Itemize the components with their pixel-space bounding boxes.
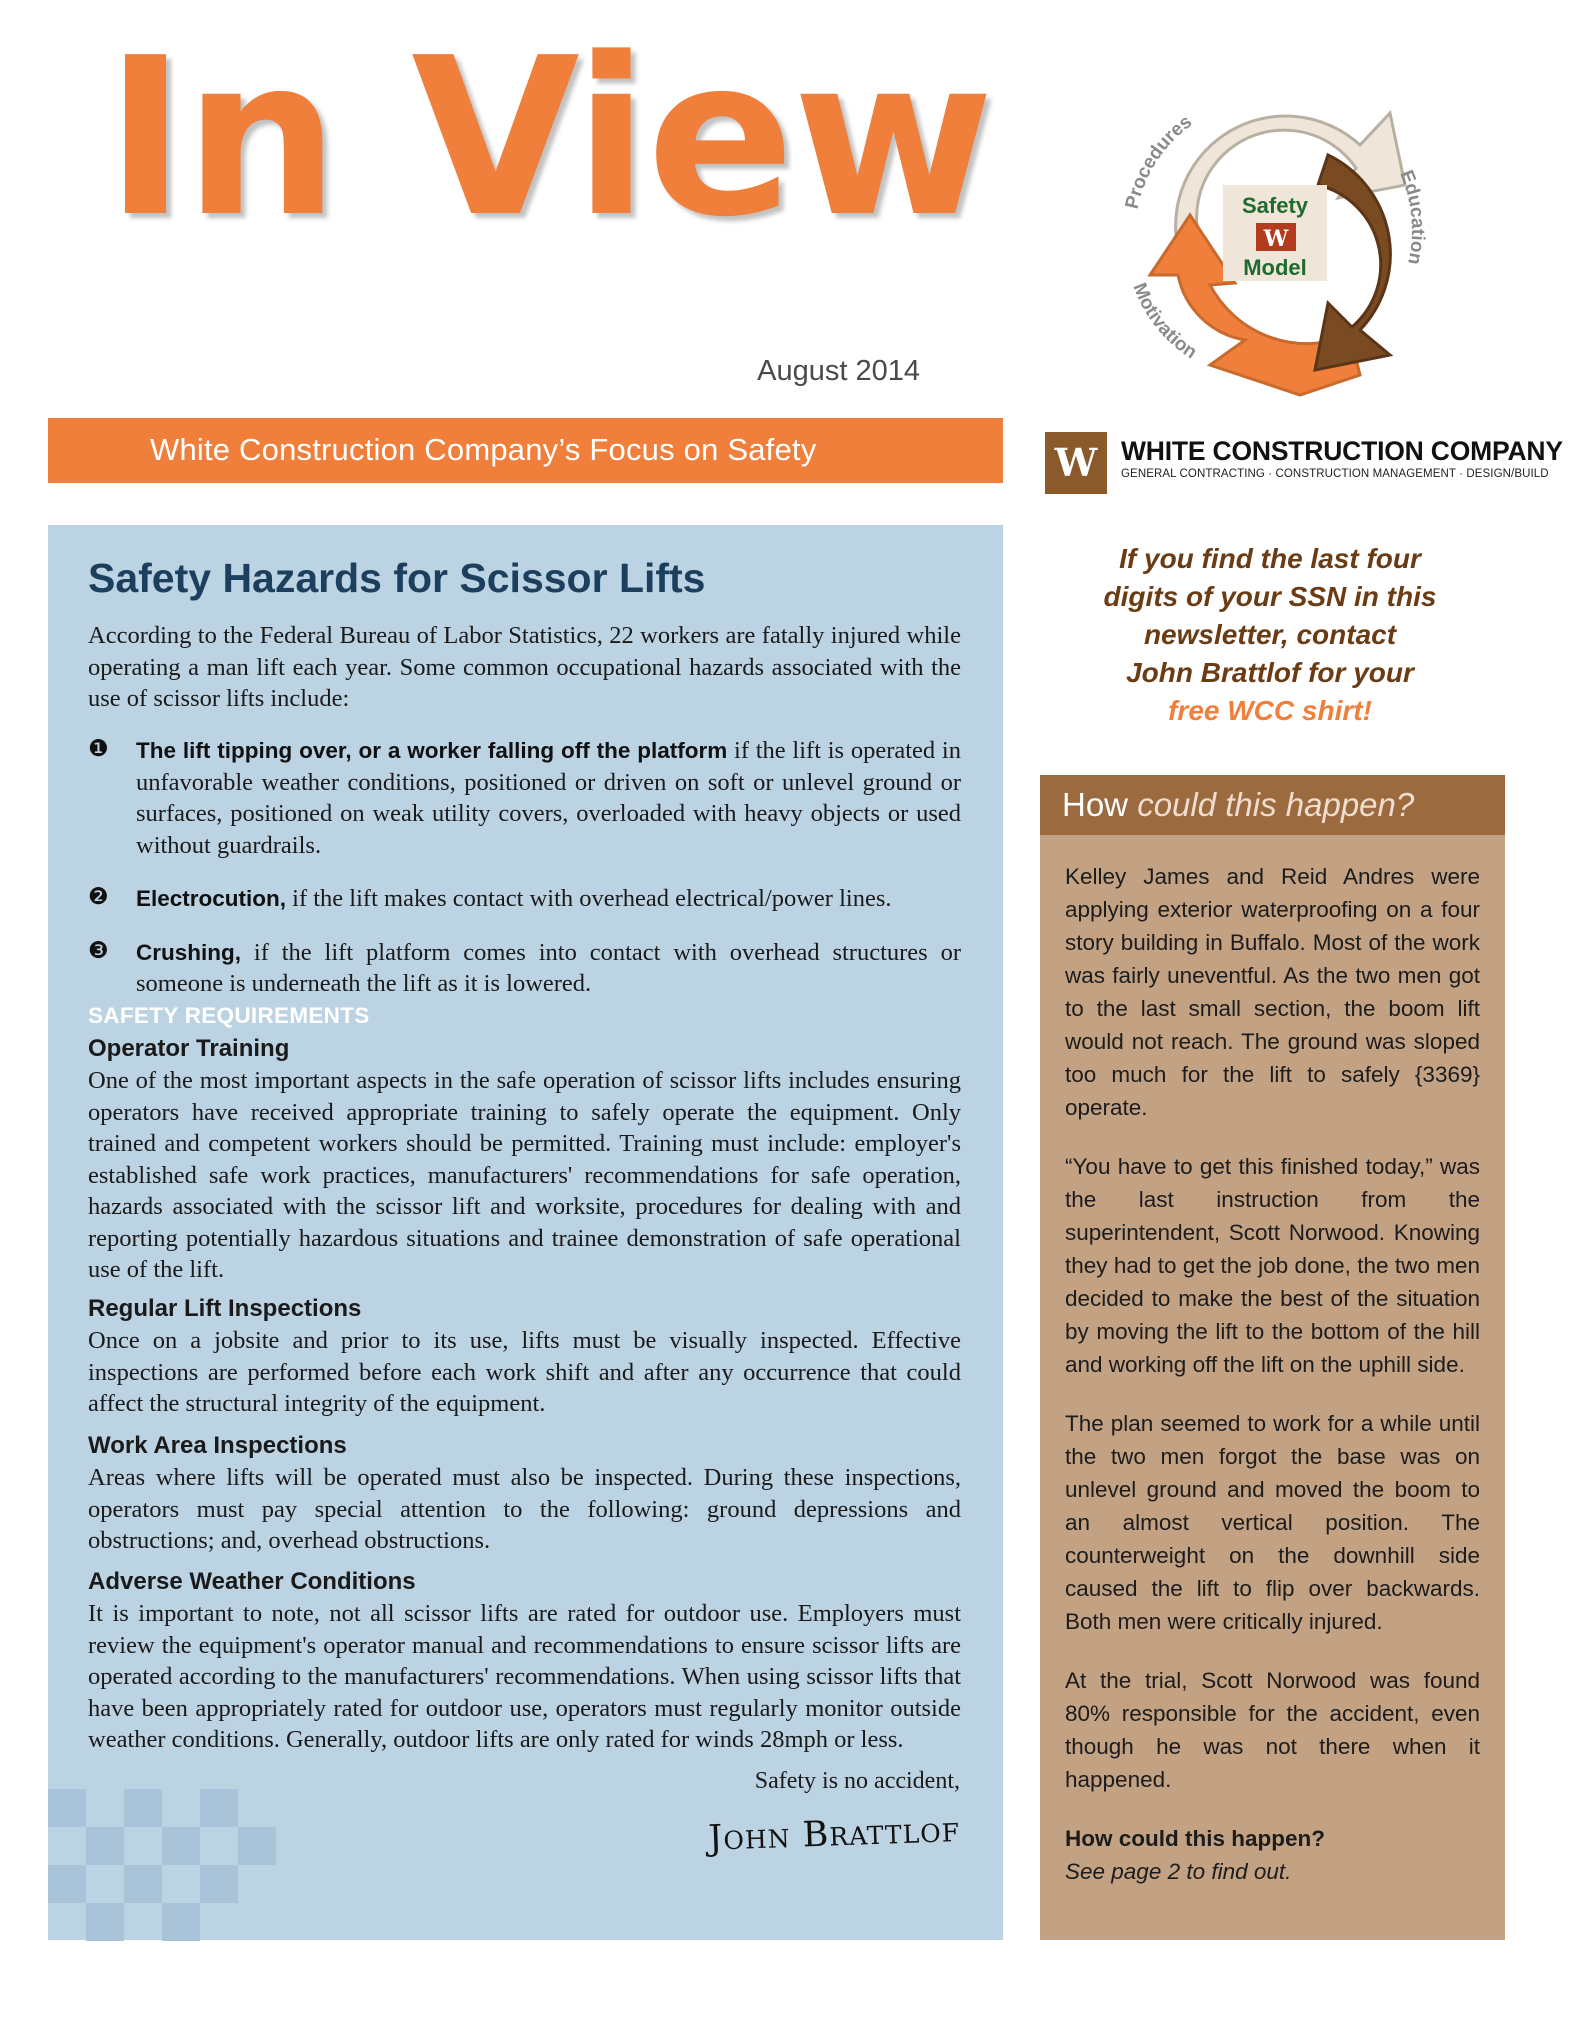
decorative-checker (48, 1755, 278, 1940)
promo-line-1: If you find the last four (1119, 543, 1421, 574)
safety-model-icon (1060, 35, 1480, 415)
section-regular-lift-inspections (88, 1295, 961, 1420)
promo-line-5: free WCC shirt! (1168, 695, 1372, 726)
company-mark: W (1045, 432, 1107, 494)
bullet-lead-1: The lift tipping over, or a worker falling off the platform (136, 738, 728, 763)
section-heading: Adverse Weather Conditions (88, 1568, 416, 1595)
page-title: In View (105, 12, 993, 265)
safety-model-logo (1060, 35, 1480, 415)
list-item (88, 883, 961, 915)
story-header-text (1062, 786, 1414, 824)
section-text: It is important to note, not all scissor lifts are rated for outdoor use. Employers must review the equipment's operator manual and recommendations to ensure scissor lifts are operated according to the manufacturers' recommendations. When using scissor lifts that have been appropriately rated for outdoor use, operators must regularly monitor outside weather conditions. Generally, outdoor lifts are only rated for winds 28mph or less. (88, 1600, 961, 1753)
section-heading: Regular Lift Inspections (88, 1295, 362, 1322)
hazard-list (88, 735, 961, 1022)
svg-text:Safety: Safety (1241, 193, 1309, 218)
promo-line-4: John Brattlof for your (1126, 657, 1414, 688)
promo-line-3: newsletter, contact (1143, 619, 1397, 650)
promo-line-2: digits of your SSN in this (1103, 581, 1437, 612)
company-logo (1045, 432, 1563, 494)
bullet-text-3: if the lift platform comes into contact with overhead structures or someone is underneath the lift as it is lowered. (136, 938, 961, 997)
section-adverse-weather (88, 1568, 961, 1756)
story-text (1065, 860, 1480, 1914)
story-paragraph: At the trial, Scott Norwood was found 80% responsible for the accident, even though he was not there when it happened. (1065, 1668, 1480, 1792)
story-see-page: See page 2 to find out. (1065, 1859, 1292, 1884)
article-intro: According to the Federal Bureau of Labor Statistics, 22 workers are fatally injured while operating a man lift each year. Some common occupational hazards associated with the use of scissor lifts include: (88, 622, 961, 712)
bullet-marker-1: ❶ (88, 736, 109, 762)
story-paragraph: The plan seemed to work for a while until the two men forgot the base was on unlevel ground and moved the boom to an almost vertical position. The counterweight on the downhill side caused the lift to flip over backwards. Both men were critically injured. (1065, 1411, 1480, 1634)
signature: John Brattlof (707, 1810, 961, 1859)
section-operator-training (88, 1035, 961, 1286)
tagline-text: White Construction Company’s Focus on Safety (150, 432, 817, 467)
article-heading: Safety Hazards for Scissor Lifts (88, 555, 706, 601)
story-paragraph: Kelley James and Reid Andres were applying exterior waterproofing on a four story building in Buffalo. Most of the work was fairly uneventful. As the two men got to the last small section, the boom lift would not reach. The ground was sloped too much for the lift to safely {3369} operate. (1065, 864, 1480, 1120)
svg-text:Procedures: Procedures (1121, 111, 1196, 211)
company-subtitle: GENERAL CONTRACTING · CONSTRUCTION MANAGEMENT · DESIGN/BUILD (1121, 468, 1549, 480)
ssn-promo (1040, 540, 1500, 730)
svg-text:Model: Model (1243, 255, 1307, 280)
bullet-marker-2: ❷ (88, 884, 109, 910)
svg-text:W: W (1263, 226, 1289, 252)
story-title-bold: How (1062, 786, 1138, 823)
bullet-marker-3: ❸ (88, 937, 109, 964)
story-question: How could this happen? (1065, 1826, 1325, 1851)
safety-requirements-label: SAFETY REQUIREMENTS (88, 1003, 370, 1028)
section-work-area-inspections (88, 1432, 961, 1557)
section-heading: Work Area Inspections (88, 1432, 347, 1459)
bullet-text-2: if the lift makes contact with overhead electrical/power lines. (286, 885, 892, 912)
company-name: WHITE CONSTRUCTION COMPANY (1121, 436, 1563, 466)
bullet-text-1: if the lift is operated in unfavorable weather conditions, positioned or driven on soft or unlevel ground or surfaces, positioned on weak utility covers, overloaded with heavy objects or used without guardrails. (136, 737, 961, 859)
svg-text:Education: Education (1395, 167, 1429, 267)
svg-text:Motivation: Motivation (1128, 280, 1201, 364)
list-item (88, 735, 961, 861)
bullet-lead-3: Crushing, (136, 939, 241, 965)
section-heading: Operator Training (88, 1035, 290, 1062)
story-title-italic: could this happen? (1137, 786, 1415, 823)
story-paragraph: “You have to get this finished today,” was the last instruction from the superintendent, Scott Norwood. Knowing they had to get the job done, the two men decided to make the best of the situation by moving the lift to the bottom of the hill and working off the lift on the uphill side. (1065, 1154, 1480, 1377)
bullet-lead-2: Electrocution, (136, 886, 287, 911)
issue-date: August 2014 (757, 355, 920, 387)
signoff-text: Safety is no accident, (754, 1768, 960, 1794)
section-text: One of the most important aspects in the safe operation of scissor lifts includes ensuring operators have received appropriate training to safely operate the equipment. Only trained and competent workers should be permitted. Training must include: employer's established safe work practices, manufacturers' recommendations for safe operation, hazards associated with the scissor lift and worksite, procedures for dealing with and reporting potentially hazardous situations and trainee demonstration of safe operational use of the lift. (88, 1067, 961, 1283)
list-item (88, 937, 961, 1000)
section-text: Once on a jobsite and prior to its use, lifts must be visually inspected. Effective inspections are performed before each work shift and after any occurrence that could affect the structural integrity of the equipment. (88, 1327, 961, 1417)
section-text: Areas where lifts will be operated must also be inspected. During these inspections, operators must pay special attention to the following: ground depressions and obstructions; and, overhead obstructions. (88, 1464, 961, 1554)
